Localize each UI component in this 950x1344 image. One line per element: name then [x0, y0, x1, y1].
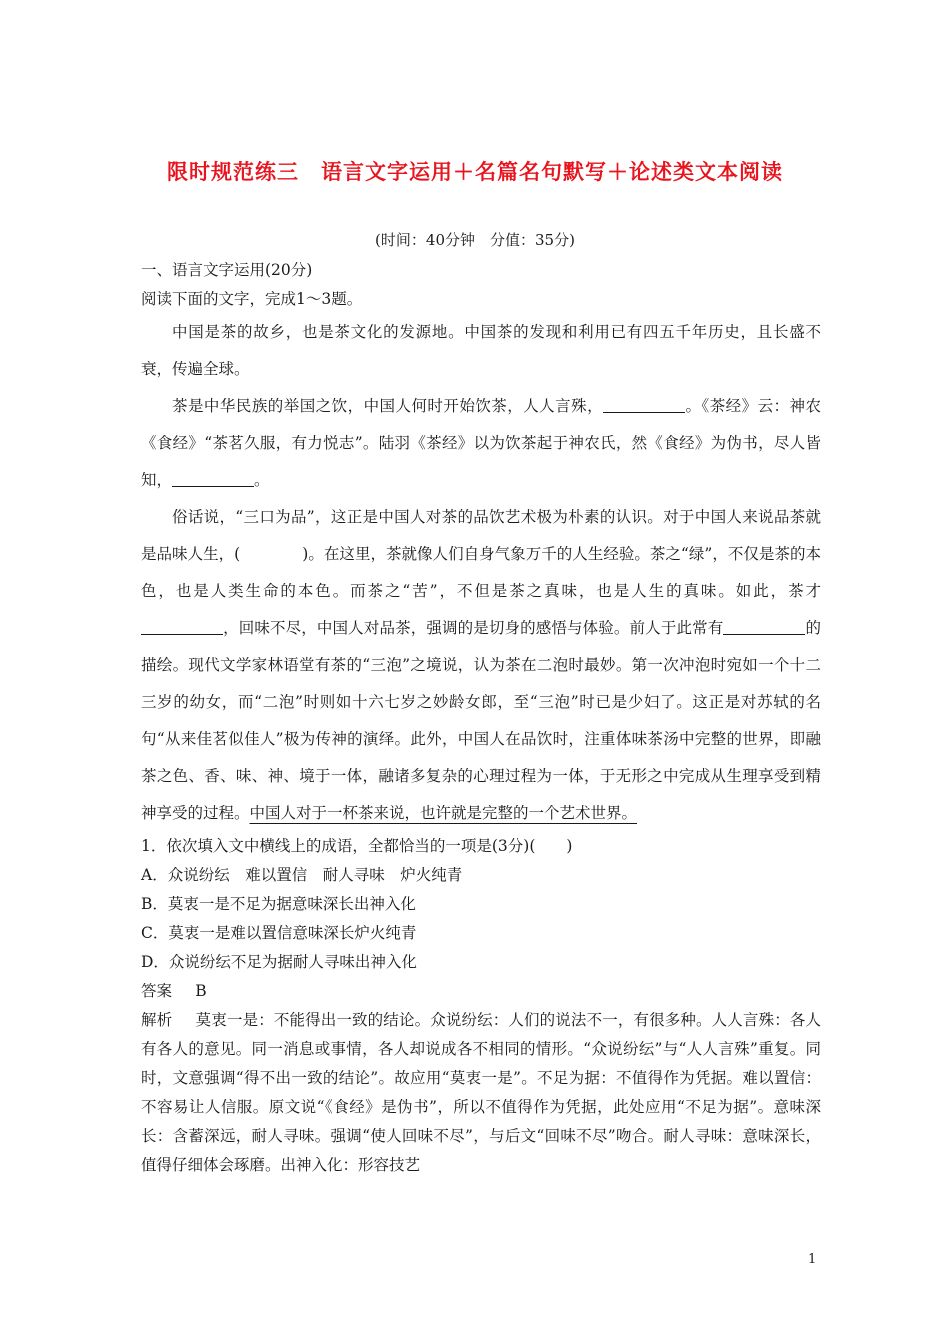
time-score-info: (时间：40分钟 分值：35分)	[375, 231, 575, 249]
option-a: A．众说纷纭 难以置信 耐人寻味 炉火纯青	[141, 866, 463, 884]
passage-paragraph-2	[141, 388, 821, 499]
analysis-paragraph	[141, 1006, 821, 1180]
passage-text: 俗话说，“三口为品”，这正是中国人对茶的品饮艺术极为朴素的认识。对于中国人来说品茶就是品味人生，( )。在这里，茶就像人们自身气象万千的人生经验。茶之“绿”，不仅是茶的本色，也是人类生命的本色。而茶之“苦”，不但是茶之真味，也是人生的真味。如此，茶才	[141, 508, 821, 600]
fill-blank	[141, 616, 223, 635]
document-body	[141, 256, 821, 1180]
fill-blank	[723, 616, 805, 635]
page-number: 1	[808, 1252, 817, 1267]
option-d: D．众说纷纭不足为据耐人寻味出神入化	[141, 953, 417, 971]
passage-paragraph-3	[141, 499, 821, 832]
page-title: 限时规范练三 语言文字运用＋名篇名句默写＋论述类文本阅读	[167, 160, 783, 184]
question-stem: 1．依次填入文中横线上的成语，全都恰当的一项是(3分)( )	[141, 837, 573, 855]
passage-text: 。《茶经》云：神农《食经》“茶茗久服，有力悦志”。陆羽《茶经》以为饮茶起于神农氏，然《食经》为伪书，尽人皆知，	[141, 397, 821, 489]
analysis-text: 莫衷一是：不能得出一致的结论。众说纷纭：人们的说法不一，有很多种。人人言殊：各人有各人的意见。同一消息或事情，各人却说成各不相同的情形。“众说纷纭”与“人人言殊”重复。同时，文意强调“得不出一致的结论”。故应用“莫衷一是”。不足为据：不值得作为凭据。难以置信：不容易让人信服。原文说“《食经》是伪书”，所以不值得作为凭据，此处应用“不足为据”。意味深长：含蓄深远，耐人寻味。强调“使人回味不尽”，与后文“回味不尽”吻合。耐人寻味：意味深长，值得仔细体会琢磨。出神入化：形容技艺	[141, 1011, 821, 1174]
fill-blank	[603, 394, 685, 413]
analysis-label: 解析	[141, 1011, 173, 1029]
fill-blank	[172, 468, 254, 487]
reading-instruction: 阅读下面的文字，完成1～3题。	[141, 290, 363, 308]
answer-value: B	[195, 982, 207, 1000]
answer-label: 答案	[141, 982, 173, 1000]
answer-line	[141, 977, 821, 1006]
passage-text: 茶是中华民族的举国之饮，中国人何时开始饮茶，人人言殊，	[172, 397, 604, 415]
passage-text: 的描绘。现代文学家林语堂有茶的“三泡”之境说，认为茶在二泡时最妙。第一次冲泡时宛如一个十二三岁的幼女，而“二泡”时则如十六七岁之妙龄女郎，至“三泡”时已是少妇了。这正是对苏轼的名句“从来佳茗似佳人”极为传神的演绎。此外，中国人在品饮时，注重体味茶汤中完整的世界，即融茶之色、香、味、神、境于一体，融诸多复杂的心理过程为一体，于无形之中完成从生理享受到精神享受的过程。	[141, 619, 821, 822]
passage-paragraph-1: 中国是茶的故乡，也是茶文化的发源地。中国茶的发现和利用已有四五千年历史，且长盛不衰，传遍全球。	[141, 323, 821, 378]
passage-text: 。	[254, 471, 270, 489]
option-c: C．莫衷一是难以置信意味深长炉火纯青	[141, 924, 417, 942]
option-b: B．莫衷一是不足为据意味深长出神入化	[141, 895, 416, 913]
section-heading: 一、语言文字运用(20分)	[141, 261, 313, 279]
passage-text: ，回味不尽，中国人对品茶，强调的是切身的感悟与体验。前人于此常有	[223, 619, 724, 637]
underlined-sentence: 中国人对于一杯茶来说，也许就是完整的一个艺术世界。	[249, 804, 638, 822]
